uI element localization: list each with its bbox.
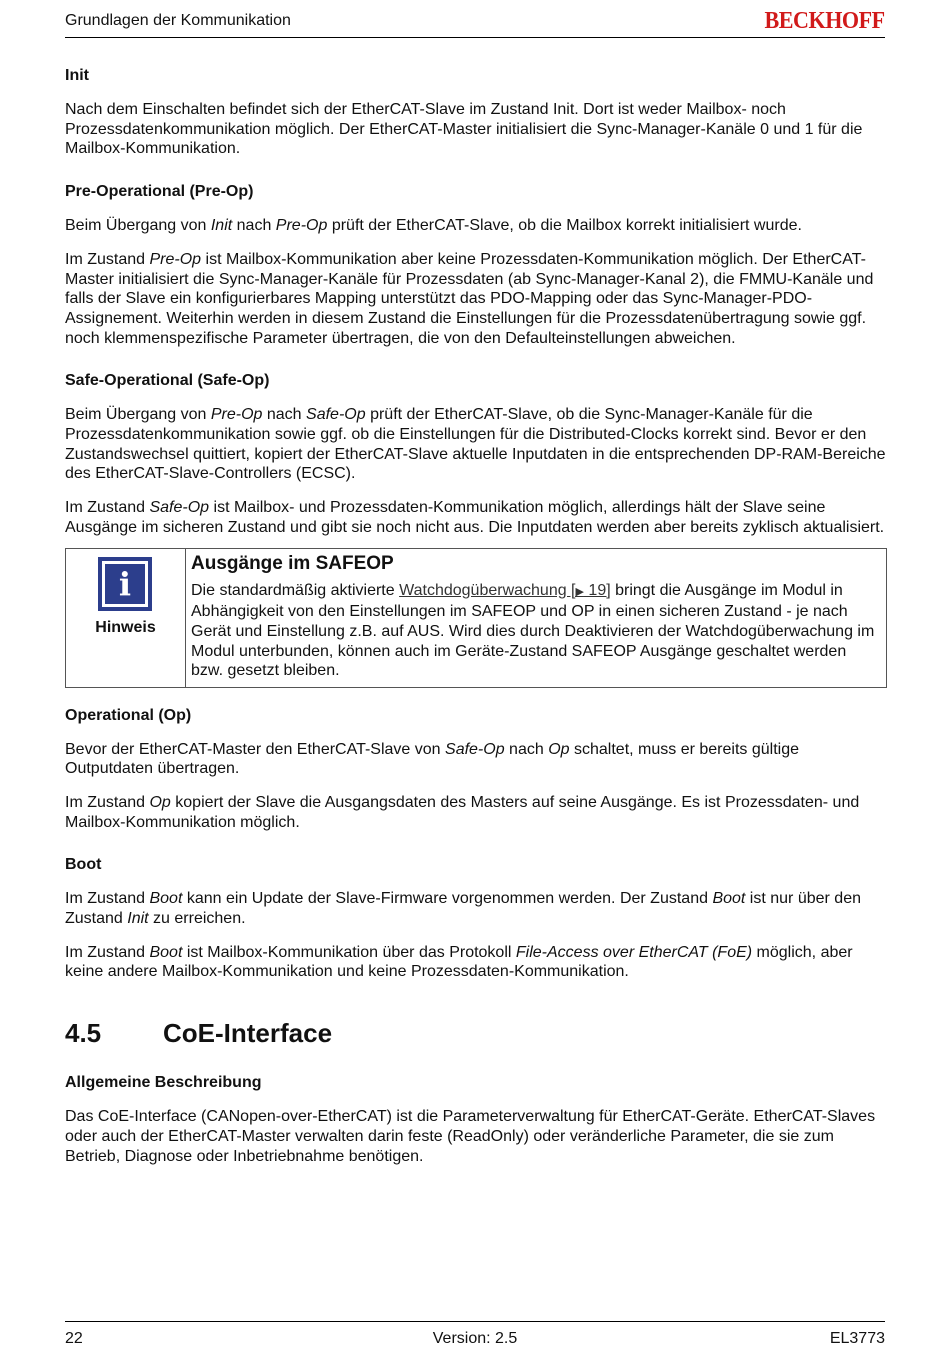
preop-paragraph-2: Im Zustand Pre-Op ist Mailbox-Kommunikation aber keine Prozessdaten-Kommunikation möglich. Der EtherCAT-Master initialisiert die Sync-Manager-Kanäle für Prozessdaten (ab Sync-Manager-Kanal 2), die FMMU-Kanäle und falls der Slave ein konfigurierbares Mapping unterstützt das PDO-Mapping oder das Sync-Manager-PDO-Assignement. Weiterhin werden in diesem Zustand die Einstellungen für die Prozessdatenübertragung sowie ggf. noch klemmenspezifische Parameter übertragen, die von den Defaulteinstellungen abweichen. — [65, 250, 874, 347]
page-header — [65, 10, 885, 38]
info-icon: i — [98, 557, 152, 611]
heading-general-description: Allgemeine Beschreibung — [65, 1074, 262, 1092]
section-title: CoE-Interface — [163, 1018, 333, 1049]
product-name: EL3773 — [829, 1330, 885, 1347]
preop-paragraph-1: Beim Übergang von Init nach Pre-Op prüft der EtherCAT-Slave, ob die Mailbox korrekt initialisiert wurde. — [65, 217, 802, 235]
page-number: 22 — [65, 1330, 83, 1347]
heading-op: Operational (Op) — [65, 706, 192, 724]
note-body — [186, 549, 886, 687]
section-number: 4.5 — [65, 1018, 102, 1049]
beckhoff-logo: BECKHOFF — [764, 8, 885, 34]
safeop-paragraph-1: Beim Übergang von Pre-Op nach Safe-Op prüft der EtherCAT-Slave, ob die Sync-Manager-Kanäle für die Prozessdatenkommunikation sowie ggf. ob die Einstellungen für die Distributed-Clocks korrekt sind. Bevor er den Zustandswechsel quittiert, kopiert der EtherCAT-Slave aktuelle Inputdaten in die entsprechenden DP-RAM-Bereiche des EtherCAT-Slave-Controllers (ECSC). — [65, 406, 886, 483]
boot-paragraph-2: Im Zustand Boot ist Mailbox-Kommunikation über das Protokoll File-Access over EtherCAT (FoE) möglich, aber keine andere Mailbox-Kommunikation und keine Prozessdaten-Kommunikation. — [65, 943, 853, 981]
page-footer — [65, 1321, 885, 1352]
heading-preop: Pre-Operational (Pre-Op) — [65, 183, 254, 201]
section-heading — [65, 1018, 887, 1049]
init-paragraph: Nach dem Einschalten befindet sich der EtherCAT-Slave im Zustand Init. Dort ist weder Mailbox- noch Prozessdatenkommunikation möglich. Der EtherCAT-Master initialisiert die Sync-Manager-Kanäle 0 und 1 für die Mailbox-Kommunikation. — [65, 101, 863, 158]
note-text: Die standardmäßig aktivierte Watchdogüberwachung [▶ 19] bringt die Ausgänge im Modul in Abhängigkeit von den Einstellungen im SAFEOP und OP in einen sicheren Zustand - je nach Gerät und Einstellung z.B. auf AUS. Wird dies durch Deaktivieren der Watchdogüberwachung im Modul unterbunden, können auch im Geräte-Zustand SAFEOP Ausgänge geschaltet werden bzw. gesetzt bleiben. — [191, 581, 875, 680]
heading-boot: Boot — [65, 856, 102, 874]
heading-safeop: Safe-Operational (Safe-Op) — [65, 372, 270, 390]
note-title: Ausgänge im SAFEOP — [191, 552, 394, 574]
op-paragraph-1: Bevor der EtherCAT-Master den EtherCAT-Slave von Safe-Op nach Op schaltet, muss er bereits gültige Outputdaten übertragen. — [65, 740, 799, 778]
safeop-paragraph-2: Im Zustand Safe-Op ist Mailbox- und Prozessdaten-Kommunikation möglich, allerdings hält der Slave seine Ausgänge im sicheren Zustand und gibt sie noch nicht aus. Die Inputdaten werden aber bereits zyklisch aktualisiert. — [65, 499, 885, 536]
arrow-right-icon: ▶ — [575, 585, 584, 598]
document-version: Version: 2.5 — [432, 1330, 518, 1347]
note-box — [65, 548, 887, 688]
op-paragraph-2: Im Zustand Op kopiert der Slave die Ausgangsdaten des Masters auf seine Ausgänge. Es ist Prozessdaten- und Mailbox-Kommunikation möglich. — [65, 793, 860, 831]
coe-paragraph: Das CoE-Interface (CANopen-over-EtherCAT) ist die Parameterverwaltung für EtherCAT-Geräte. EtherCAT-Slaves oder auch der EtherCAT-Master verwalten darin feste (ReadOnly) oder veränderliche Parameter, die sie zum Betrieb, Diagnose oder Inbetriebnahme benötigen. — [65, 1108, 876, 1165]
boot-paragraph-1: Im Zustand Boot kann ein Update der Slave-Firmware vorgenommen werden. Der Zustand Boot ist nur über den Zustand Init zu erreichen. — [65, 890, 861, 928]
note-icon-cell — [66, 549, 186, 687]
heading-init: Init — [65, 67, 89, 84]
page-content — [65, 66, 887, 1180]
header-title: Grundlagen der Kommunikation — [65, 12, 291, 29]
watchdog-link[interactable]: Watchdogüberwachung [▶ 19] — [399, 581, 611, 599]
note-label: Hinweis — [95, 618, 156, 636]
